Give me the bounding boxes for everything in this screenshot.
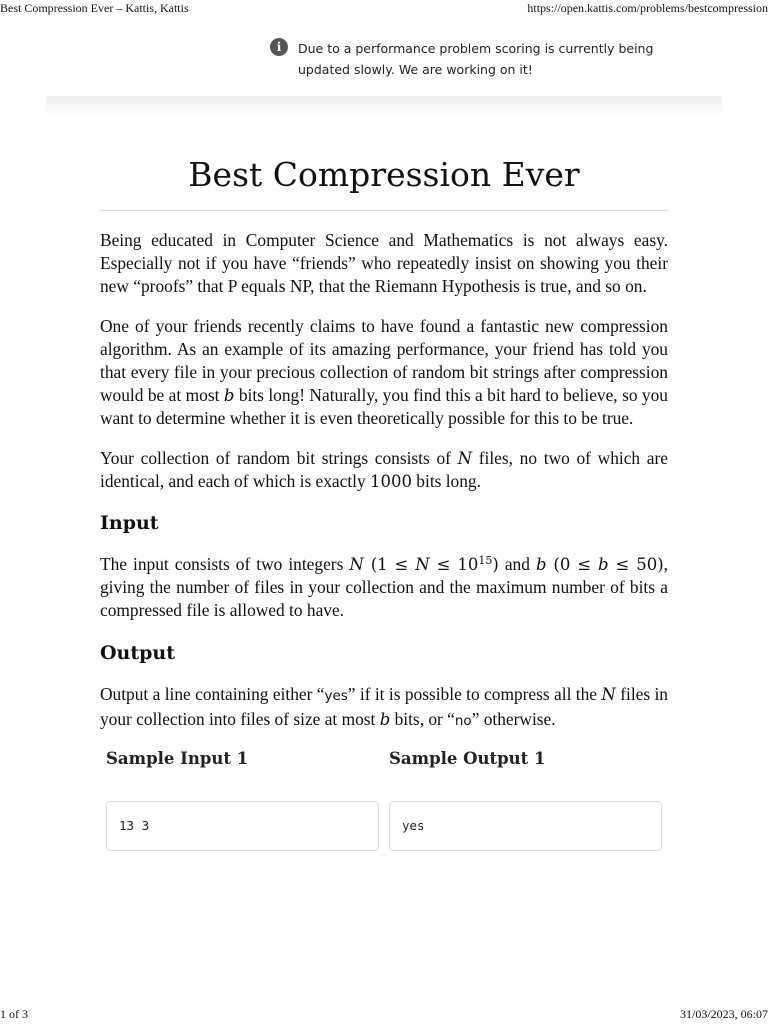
notice-line-2: updated slowly. We are working on it!	[298, 62, 533, 77]
print-footer	[0, 1008, 768, 1024]
sample-output-label: Sample Output 1	[389, 749, 546, 769]
paragraph-intro: Being educated in Computer Science and Mathematics is not always easy. Especially not if you have “friends” who repeatedly insist on showing you their new “proofs” that P equals NP, that the Riemann Hypothesis is true, and so on.	[100, 230, 668, 297]
paragraph-output: Output a line containing either “yes” if it is possible to compress all the N files in your collection into files of size at most b bits, or “no” otherwise.	[100, 683, 668, 729]
title-divider	[100, 210, 668, 211]
sample-output-box[interactable]: yes	[389, 801, 662, 851]
notice-line-1: Due to a performance problem scoring is currently being	[298, 41, 654, 56]
number-1000: 1000	[370, 471, 412, 491]
var-N: N	[457, 448, 473, 468]
info-icon: i	[270, 38, 288, 56]
paragraph-compression: One of your friends recently claims to have found a fantastic new compression algorithm. As an example of its amazing performance, your friend has told you that every file in your precious collection of random bit strings after compression would be at most b bits long! Naturally, you find this a bit hard to believe, so you want to determine whether it is even theoretically possible for this to be true.	[100, 315, 668, 429]
print-header	[0, 0, 768, 16]
problem-title: Best Compression Ever	[188, 155, 580, 194]
performance-notice	[270, 38, 690, 80]
code-yes: yes	[324, 687, 348, 704]
page-number: 1 of 3	[0, 1007, 28, 1021]
sample-input-label: Sample Input 1	[106, 749, 249, 769]
header-shadow-bar	[46, 96, 722, 118]
code-no: no	[454, 712, 472, 729]
print-date: 31/03/2023, 06:07	[679, 1007, 768, 1021]
input-heading: Input	[100, 512, 159, 535]
var-b: b	[223, 386, 235, 406]
sample-input-box[interactable]: 13 3	[106, 801, 379, 851]
problem-body	[100, 150, 668, 859]
paragraph-input: The input consists of two integers N $(1 \le N \le 10^{15})$ and b (0 ≤ b ≤ 50), giving the number of files in your collection and the maximum number of bits a compressed file is allowed to have.	[100, 554, 668, 621]
paragraph-collection: Your collection of random bit strings consists of N files, no two of which are identical, and each of which is exactly 1000 bits long.	[100, 447, 669, 491]
output-heading: Output	[100, 641, 176, 664]
notice-text	[298, 38, 690, 80]
print-page-url: https://open.kattis.com/problems/bestcompression	[527, 1, 768, 15]
sample-section	[100, 749, 668, 859]
print-page-title: Best Compression Ever – Kattis, Kattis	[0, 1, 189, 15]
